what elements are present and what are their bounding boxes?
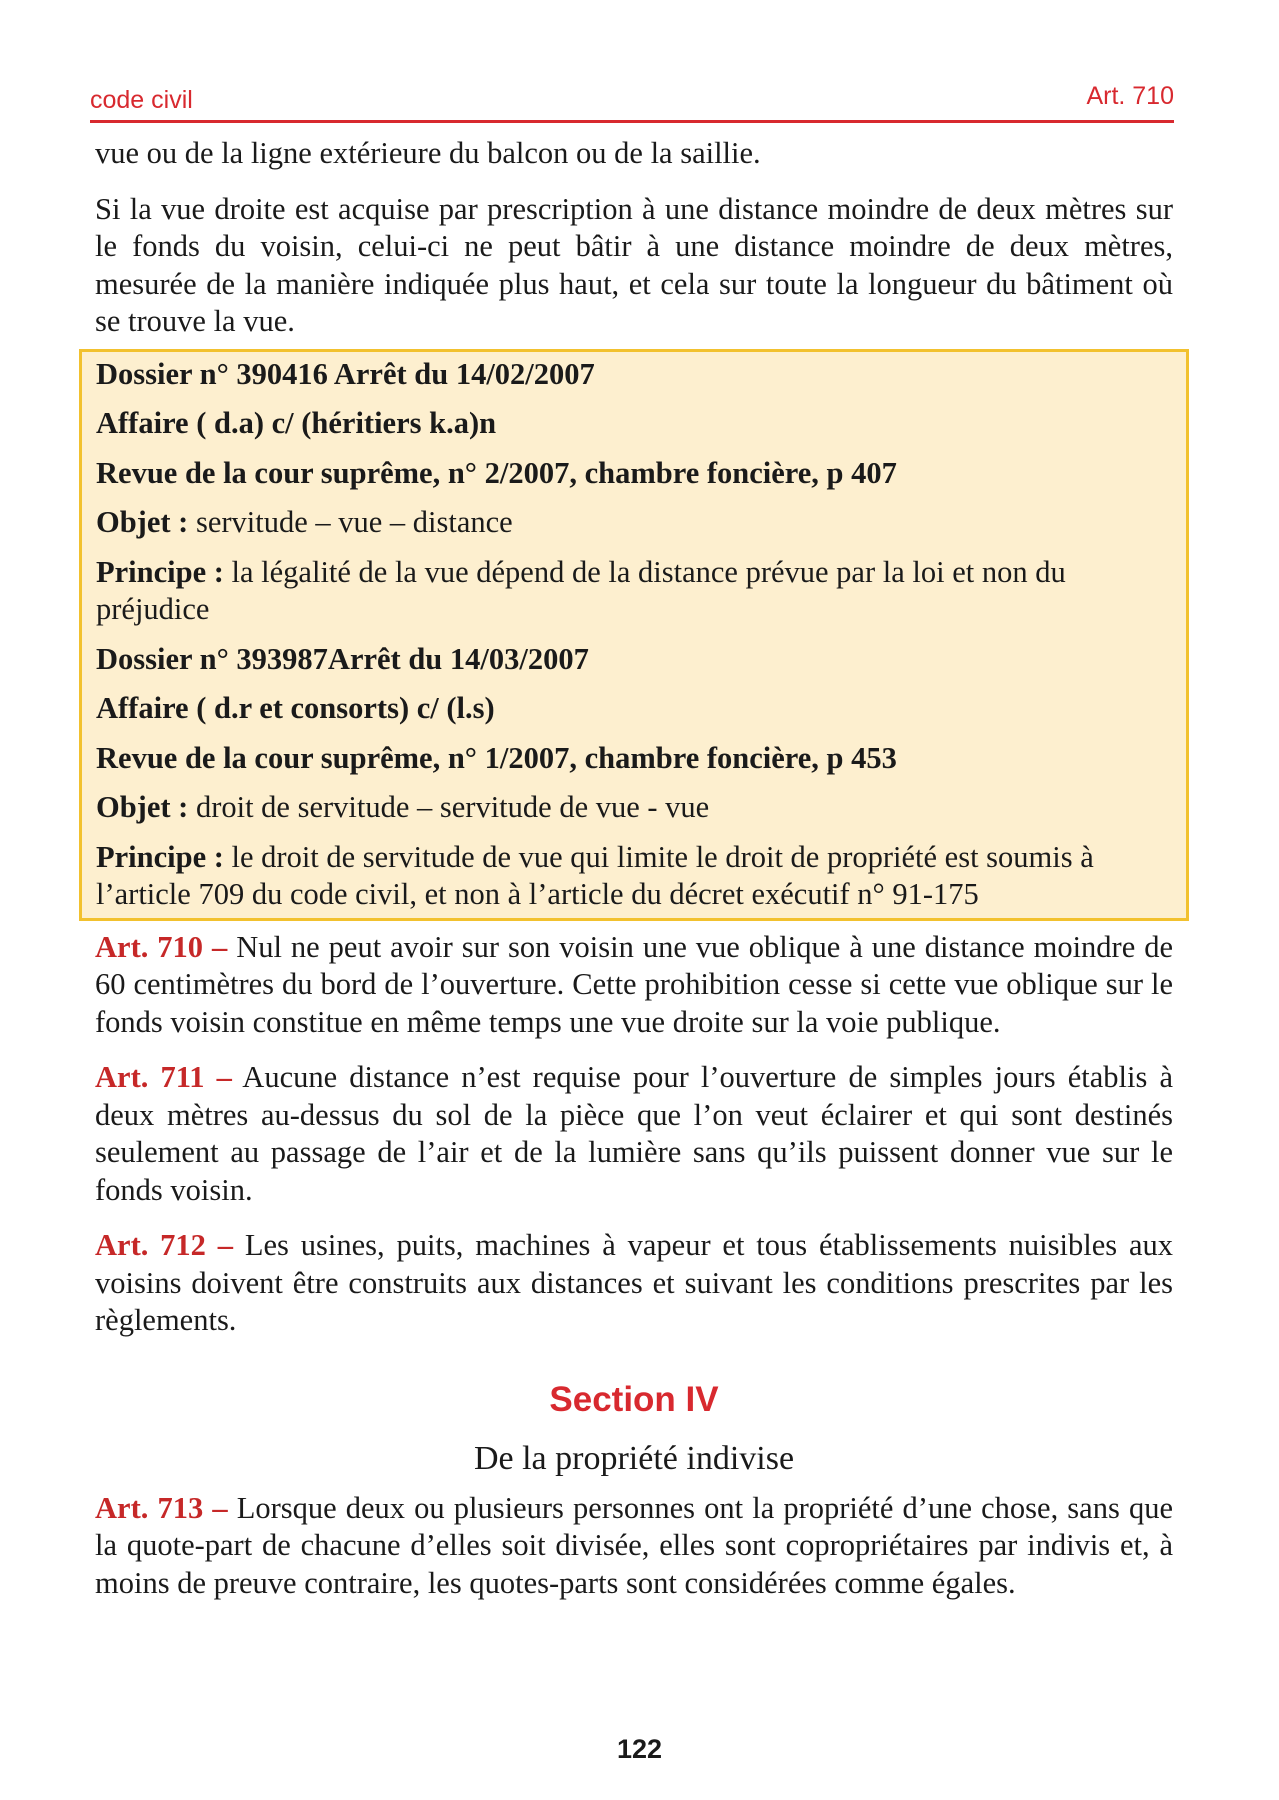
header-book-title: code civil <box>90 86 193 114</box>
article-710-label: Art. 710 – <box>95 929 228 964</box>
article-713 <box>95 1490 1173 1603</box>
case1-principe <box>96 554 1172 629</box>
article-713-label: Art. 713 – <box>95 1490 228 1525</box>
jurisprudence-box <box>79 349 1189 921</box>
article-712-text: Les usines, puits, machines à vapeur et tous établissements nuisibles aux voisins doivent être construits aux distances et suivant les conditions prescrites par les règlements. <box>95 1228 1173 1337</box>
case2-objet <box>96 789 1172 827</box>
article-712 <box>95 1227 1173 1340</box>
article-713-text: Lorsque deux ou plusieurs personnes ont la propriété d’une chose, sans que la quote-part de chacune d’elles soit divisée, elles sont copropriétaires par indivis et, à moins de preuve contraire, les quotes-parts sont considérées comme égales. <box>95 1490 1173 1600</box>
case2-affaire: Affaire ( d.r et consorts) c/ (l.s) <box>96 691 495 725</box>
page-body <box>95 135 1173 1602</box>
case2-objet-label: Objet : <box>96 790 189 824</box>
running-header <box>90 80 1174 123</box>
case1-affaire: Affaire ( d.a) c/ (héritiers k.a)n <box>96 406 497 440</box>
case2-dossier: Dossier n° 393987Arrêt du 14/03/2007 <box>96 641 589 676</box>
case1-objet-text: servitude – vue – distance <box>188 505 513 539</box>
article-711-text: Aucune distance n’est requise pour l’ouverture de simples jours établis à deux mètres au-dessus du sol de la pièce que l’on veut éclairer et qui sont destinés seulement au passage de l’air et de la lumière sans qu’ils puissent donner vue sur le fonds voisin. <box>95 1060 1173 1207</box>
case1-objet <box>96 504 1172 542</box>
case1-revue: Revue de la cour suprême, n° 2/2007, chambre foncière, p 407 <box>96 455 897 490</box>
case2-principe-label: Principe : <box>96 839 224 874</box>
case2-objet-text: droit de servitude – servitude de vue - vue <box>188 790 710 824</box>
article-710 <box>95 929 1173 1042</box>
case2-principe <box>96 839 1172 914</box>
case2-principe-text: le droit de servitude de vue qui limite le droit de propriété est soumis à l’article 709 du code civil, et non à l’article du décret exécutif n° 91-175 <box>96 839 1094 911</box>
case2-revue: Revue de la cour suprême, n° 1/2007, chambre foncière, p 453 <box>96 740 897 775</box>
section-subtitle: De la propriété indivise <box>473 1439 795 1477</box>
article-712-label: Art. 712 – <box>95 1228 234 1262</box>
case1-principe-label: Principe : <box>96 554 224 589</box>
case1-dossier: Dossier n° 390416 Arrêt du 14/02/2007 <box>96 356 595 391</box>
article-711 <box>95 1059 1173 1209</box>
case1-objet-label: Objet : <box>96 505 189 539</box>
header-article-ref: Art. 710 <box>1086 82 1174 110</box>
section-title: Section IV <box>549 1379 719 1419</box>
page-number: 122 <box>616 1734 663 1764</box>
article-711-label: Art. 711 – <box>95 1060 232 1094</box>
article-710-text: Nul ne peut avoir sur son voisin une vue oblique à une distance moindre de 60 centimètres du bord de l’ouverture. Cette prohibition cesse si cette vue oblique sur le fonds voisin constitue en même temps une vue droite sur la voie publique. <box>95 929 1173 1039</box>
case1-principe-text: la légalité de la vue dépend de la distance prévue par la loi et non du préjudice <box>96 554 1066 626</box>
intro-paragraph-1: vue ou de la ligne extérieure du balcon ou de la saillie. <box>95 136 761 170</box>
intro-paragraph-2: Si la vue droite est acquise par prescription à une distance moindre de deux mètres sur le fonds du voisin, celui-ci ne peut bâtir à une distance moindre de deux mètres, mesurée de la manière indiquée plus haut, et cela sur toute la longueur du bâtiment où se trouve la vue. <box>95 191 1173 338</box>
